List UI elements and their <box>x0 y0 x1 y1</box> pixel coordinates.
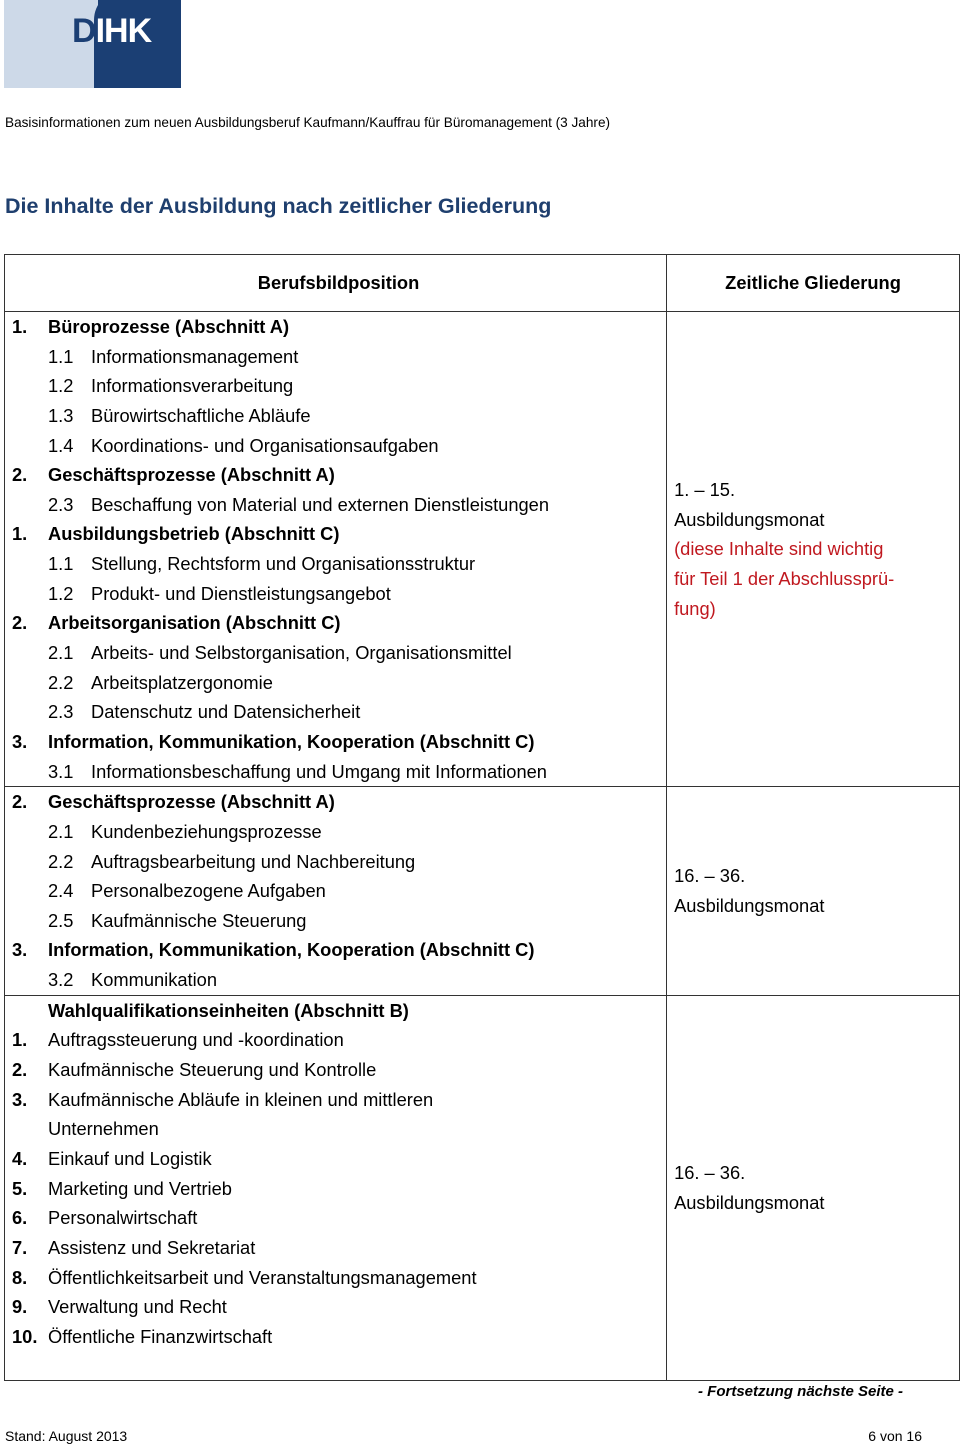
period-cell <box>667 787 960 995</box>
exam-note: für Teil 1 der Abschlussprü- <box>674 567 895 589</box>
item-number: 2.3 <box>48 493 74 515</box>
document-subtitle: Basisinformationen zum neuen Ausbildungsberuf Kaufmann/Kauffrau für Büromanagement (3 Jahre) <box>5 115 611 130</box>
item-number: 5. <box>12 1177 28 1199</box>
elective-heading <box>5 996 666 1026</box>
item-number: 3. <box>12 730 28 752</box>
list-item <box>5 906 666 936</box>
list-item <box>5 1114 666 1144</box>
item-text: Informationsmanagement <box>91 345 299 367</box>
item-text: Unternehmen <box>48 1118 159 1140</box>
item-number: 7. <box>12 1236 28 1258</box>
dihk-logo <box>4 0 181 88</box>
item-text: Einkauf und Logistik <box>48 1147 212 1169</box>
item-text: Auftragssteuerung und -koordination <box>48 1029 344 1051</box>
list-item <box>5 549 666 579</box>
list-item <box>5 1174 666 1204</box>
list-item <box>5 460 666 490</box>
item-text: Stellung, Rechtsform und Organisationsstruktur <box>91 553 476 575</box>
item-text: Produkt- und Dienstleistungsangebot <box>91 582 391 604</box>
item-text: Büroprozesse (Abschnitt A) <box>48 316 290 337</box>
item-number: 10. <box>12 1325 38 1347</box>
table-row <box>5 787 960 995</box>
period-range: 16. – 36. <box>674 865 746 887</box>
item-number: 2.1 <box>48 642 74 664</box>
item-number: 6. <box>12 1207 28 1229</box>
list-item <box>5 1292 666 1322</box>
item-number: 2.1 <box>48 820 74 842</box>
item-number: 2. <box>12 791 28 813</box>
item-number: 1.1 <box>48 345 74 367</box>
item-number: 8. <box>12 1266 28 1288</box>
list-item <box>5 876 666 906</box>
list-item <box>5 757 666 787</box>
item-number: 1.2 <box>48 582 74 604</box>
item-text: Öffentlichkeitsarbeit und Veranstaltungsmanagement <box>48 1266 477 1288</box>
list-item <box>5 431 666 461</box>
item-number: 3.1 <box>48 760 74 782</box>
item-text: Öffentliche Finanzwirtschaft <box>48 1325 273 1347</box>
list-item <box>5 312 666 342</box>
item-text: Ausbildungsbetrieb (Abschnitt C) <box>48 523 340 545</box>
list-item <box>5 638 666 668</box>
item-text: Koordinations- und Organisationsaufgaben <box>91 434 439 456</box>
item-text: Information, Kommunikation, Kooperation (Abschnitt C) <box>48 730 535 752</box>
item-number: 2. <box>12 612 28 634</box>
page-number: 6 von 16 <box>868 1428 922 1444</box>
period-unit: Ausbildungsmonat <box>674 894 825 916</box>
list-item <box>5 1025 666 1055</box>
list-item <box>5 787 666 817</box>
exam-note: (diese Inhalte sind wichtig <box>674 538 884 560</box>
list-item <box>5 668 666 698</box>
period-cell <box>667 995 960 1381</box>
item-text: Arbeitsorganisation (Abschnitt C) <box>48 612 341 634</box>
list-item <box>5 935 666 965</box>
list-item <box>5 1203 666 1233</box>
list-item <box>5 1322 666 1352</box>
item-text: Personalwirtschaft <box>48 1207 198 1229</box>
item-number: 1.3 <box>48 404 74 426</box>
list-item <box>5 1263 666 1293</box>
item-number: 1. <box>12 523 28 545</box>
list-item <box>5 579 666 609</box>
item-number: 1. <box>12 1029 28 1051</box>
item-text: Kaufmännische Abläufe in kleinen und mittleren <box>48 1088 434 1110</box>
item-number: 2.2 <box>48 850 74 872</box>
item-number: 9. <box>12 1296 28 1318</box>
item-number: 2. <box>12 1059 28 1081</box>
item-text: Datenschutz und Datensicherheit <box>91 701 361 723</box>
content-table <box>4 254 960 1381</box>
item-text: Information, Kommunikation, Kooperation (Abschnitt C) <box>48 939 535 961</box>
item-text: Kundenbeziehungsprozesse <box>91 820 322 842</box>
item-text: Arbeitsplatzergonomie <box>91 671 273 693</box>
period-range: 1. – 15. <box>674 478 736 500</box>
item-text: Geschäftsprozesse (Abschnitt A) <box>48 464 335 486</box>
list-item <box>5 1144 666 1174</box>
list-item <box>5 1055 666 1085</box>
list-item <box>5 727 666 757</box>
item-number: 2.2 <box>48 671 74 693</box>
column-header-berufsbildposition: Berufsbildposition <box>5 255 667 312</box>
item-text: Beschaffung von Material und externen Dienstleistungen <box>91 493 550 515</box>
item-number: 3. <box>12 1088 28 1110</box>
list-item <box>5 1233 666 1263</box>
list-item <box>5 519 666 549</box>
positions-cell <box>5 312 667 787</box>
item-text: Assistenz und Sekretariat <box>48 1236 256 1258</box>
column-header-zeitliche-gliederung: Zeitliche Gliederung <box>667 255 960 312</box>
item-text: Auftragsbearbeitung und Nachbereitung <box>91 850 416 872</box>
exam-note: fung) <box>674 597 716 619</box>
list-item <box>5 847 666 877</box>
item-text: Verwaltung und Recht <box>48 1296 227 1318</box>
table-header-row <box>5 255 960 312</box>
item-text: Geschäftsprozesse (Abschnitt A) <box>48 791 335 813</box>
table-row <box>5 995 960 1381</box>
item-text: Personalbezogene Aufgaben <box>91 880 326 902</box>
item-number: 4. <box>12 1147 28 1169</box>
item-text: Informationsbeschaffung und Umgang mit Informationen <box>91 760 547 782</box>
item-text: Marketing und Vertrieb <box>48 1177 232 1199</box>
item-text: Kaufmännische Steuerung <box>91 909 307 931</box>
item-number: 1. <box>12 316 28 337</box>
period-range: 16. – 36. <box>674 1162 746 1184</box>
elective-heading-text: Wahlqualifikationseinheiten (Abschnitt B) <box>48 999 409 1021</box>
footer-stand: Stand: August 2013 <box>5 1428 128 1444</box>
list-item <box>5 608 666 638</box>
positions-cell <box>5 995 667 1381</box>
item-number: 3.2 <box>48 969 74 991</box>
logo-text-light: IHK <box>95 12 152 50</box>
list-item <box>5 1085 666 1115</box>
item-number: 2.3 <box>48 701 74 723</box>
list-item <box>5 401 666 431</box>
positions-cell <box>5 787 667 995</box>
period-unit: Ausbildungsmonat <box>674 508 825 530</box>
item-number: 1.2 <box>48 375 74 397</box>
item-number: 1.4 <box>48 434 74 456</box>
item-number: 2.5 <box>48 909 74 931</box>
logo-text-dark: D <box>72 12 96 50</box>
item-text: Kaufmännische Steuerung und Kontrolle <box>48 1059 377 1081</box>
list-item <box>5 490 666 520</box>
item-text: Bürowirtschaftliche Abläufe <box>91 404 311 426</box>
page-title: Die Inhalte der Ausbildung nach zeitlicher Gliederung <box>5 194 552 218</box>
continuation-note: - Fortsetzung nächste Seite - <box>698 1383 904 1400</box>
list-item <box>5 965 666 995</box>
list-item <box>5 817 666 847</box>
period-cell <box>667 312 960 787</box>
logo-text <box>72 12 151 51</box>
item-text: Arbeits- und Selbstorganisation, Organisationsmittel <box>91 642 512 664</box>
item-number: 3. <box>12 939 28 961</box>
item-number: 2.4 <box>48 880 74 902</box>
item-text: Informationsverarbeitung <box>91 375 294 397</box>
list-item <box>5 697 666 727</box>
list-item <box>5 371 666 401</box>
list-item <box>5 342 666 372</box>
table-row <box>5 312 960 787</box>
item-text: Kommunikation <box>91 969 217 991</box>
item-number: 1.1 <box>48 553 74 575</box>
period-unit: Ausbildungsmonat <box>674 1192 825 1214</box>
item-number: 2. <box>12 464 28 486</box>
